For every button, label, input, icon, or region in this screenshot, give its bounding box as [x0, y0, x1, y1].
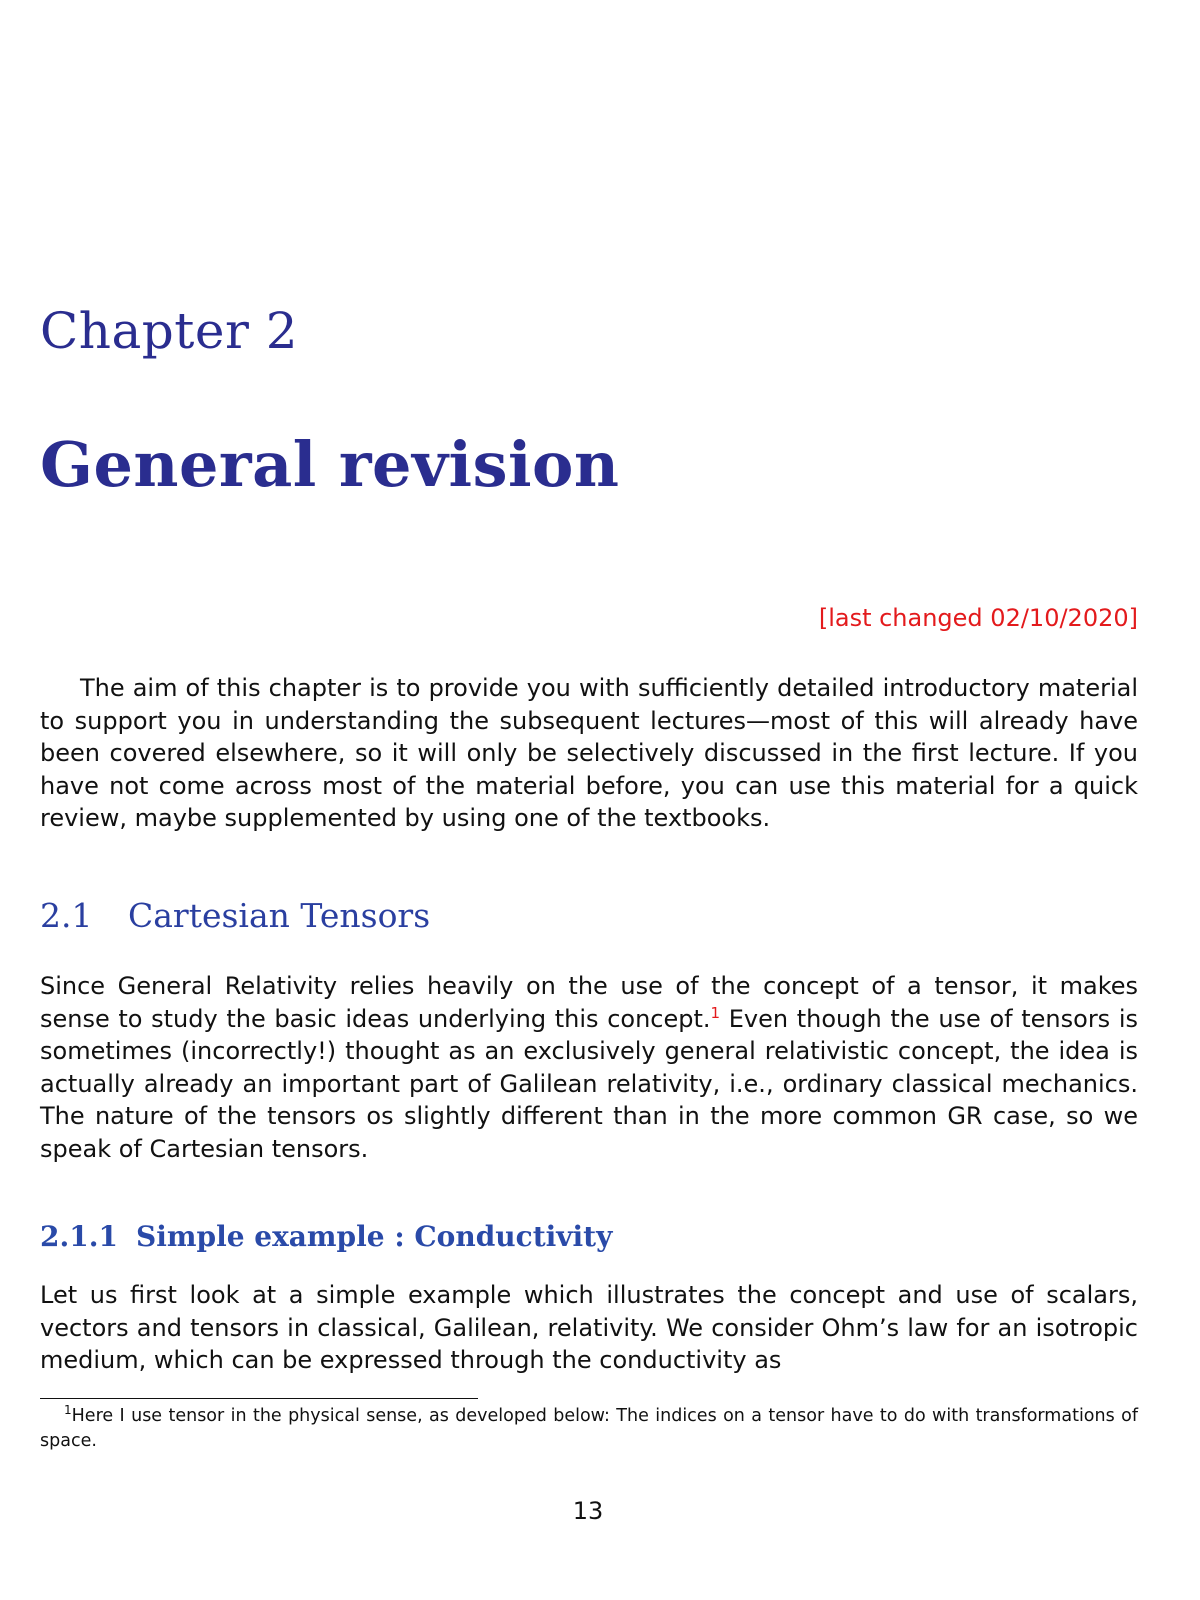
page-number: 13	[572, 1497, 604, 1525]
section-number: 2.1	[40, 896, 93, 935]
chapter-label: Chapter 2	[40, 302, 299, 360]
subsection-title: Simple example : Conductivity	[136, 1220, 613, 1253]
chapter-title: General revision	[40, 428, 620, 501]
footnote-reference[interactable]: 1	[710, 1003, 721, 1022]
section-2-1-1-paragraph: Let us first look at a simple example which illustrates the concept and use of scalars, vectors and tensors in classical, Galilean, relativity. We consider Ohm’s law for an isotropic medium, which can be expressed through the conductivity as	[40, 1281, 1138, 1375]
intro-paragraph: The aim of this chapter is to provide you with sufficiently detailed introductory material to support you in understanding the subsequent lectures—most of this will already have been covered elsewhere, so it will only be selectively discussed in the first lecture. If you have not come across most of the material before, you can use this material for a quick review, maybe supplemented by using one of the textbooks.	[40, 674, 1138, 833]
section-title: Cartesian Tensors	[128, 896, 431, 935]
paragraph-text: Since General Relativity relies heavily on the use of the concept of a tensor, it makes sense to study the basic ideas underlying this concept.	[40, 972, 1138, 1033]
last-changed-note: [last changed 02/10/2020]	[818, 604, 1138, 632]
section-heading-2-1-1	[40, 1220, 612, 1253]
footnote-text: Here I use tensor in the physical sense, as developed below: The indices on a tensor have to do with transformations of space.	[40, 1406, 1138, 1451]
section-2-1-paragraph	[40, 970, 1138, 1166]
subsection-number: 2.1.1	[40, 1220, 118, 1253]
footnote-divider	[40, 1398, 478, 1399]
section-heading-2-1	[40, 896, 430, 935]
paragraph-text-continued: Even though the use of tensors is sometimes (incorrectly!) thought as an exclusively general relativistic concept, the idea is actually already an important part of Galilean relativity, i.e., ordinary classical mechanics. The nature of the tensors os slightly different than in the more common GR case, so we speak of Cartesian tensors.	[40, 1004, 1139, 1163]
footnote-mark: 1	[64, 1403, 72, 1418]
footnote	[40, 1404, 1138, 1454]
